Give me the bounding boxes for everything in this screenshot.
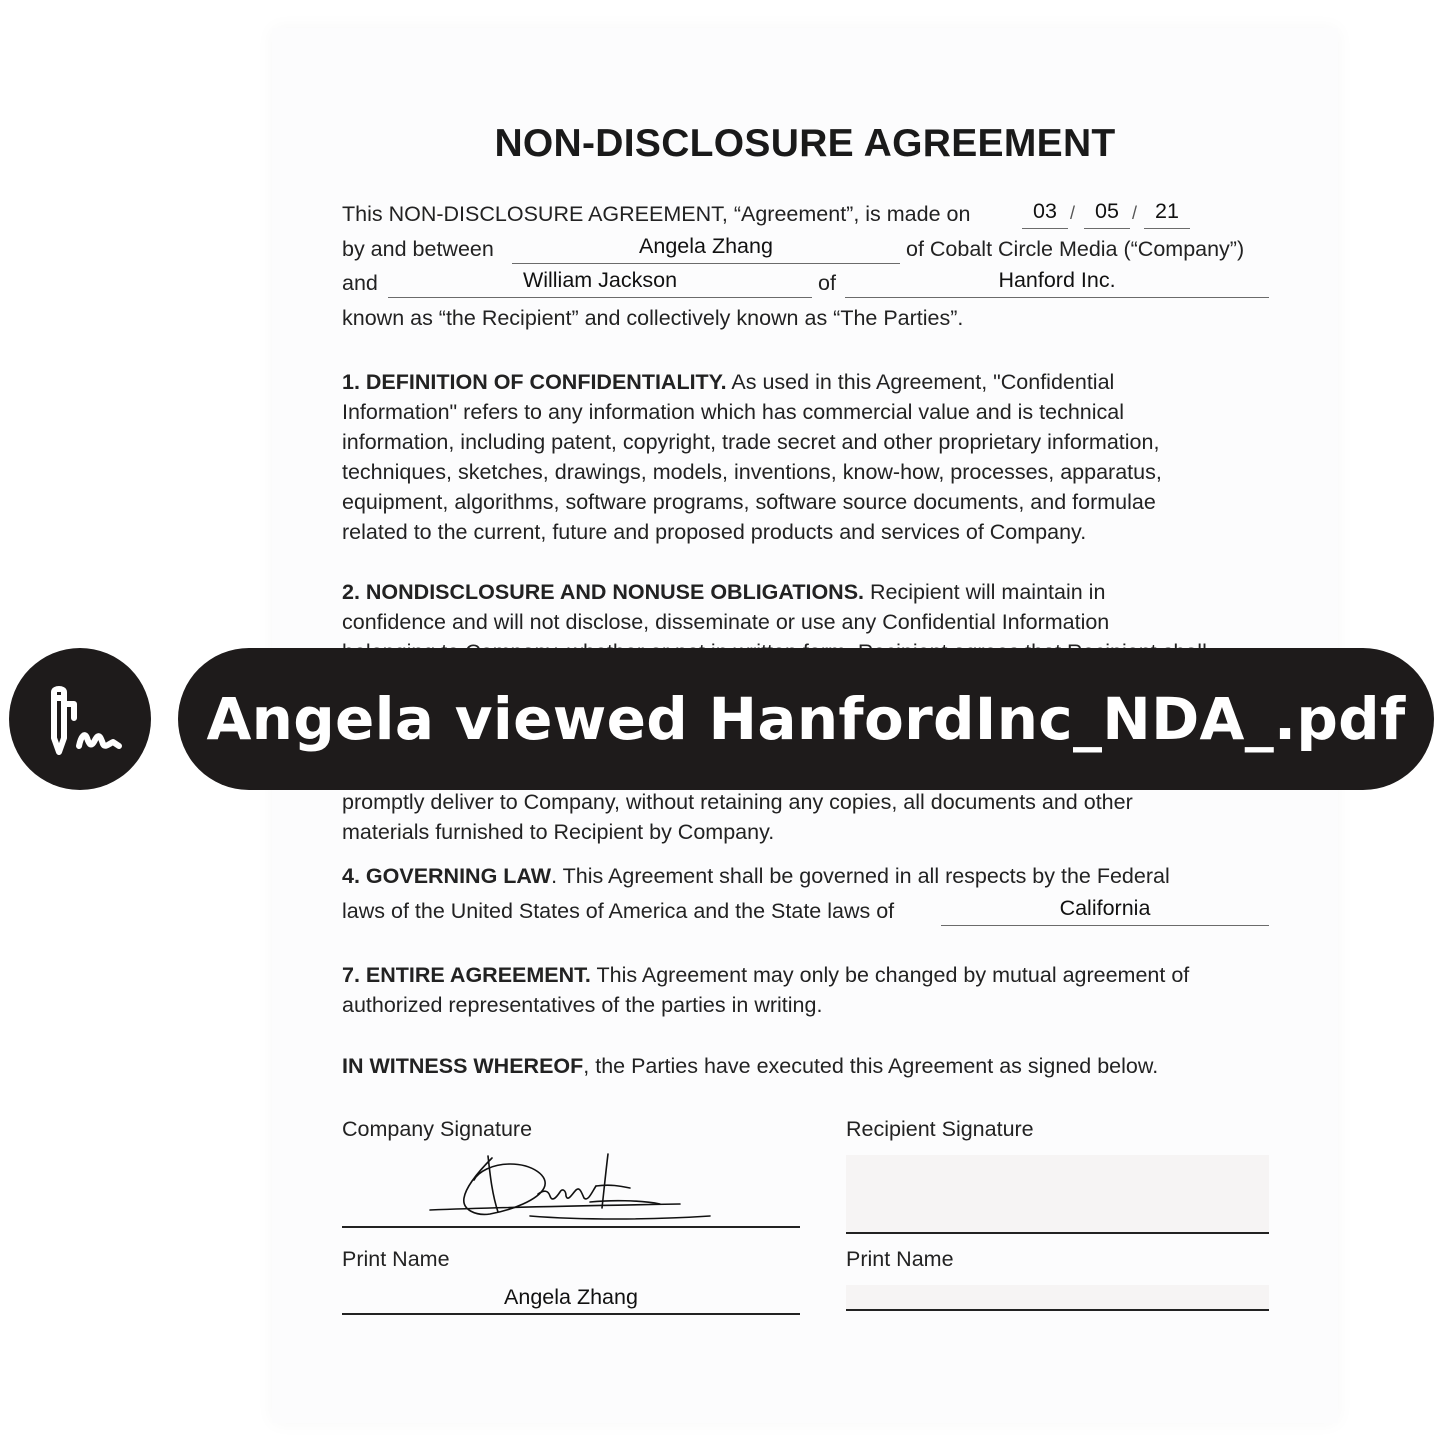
witness-heading: IN WITNESS WHEREOF — [342, 1054, 584, 1078]
company-signature-label: Company Signature — [342, 1117, 533, 1141]
document-title: NON-DISCLOSURE AGREEMENT — [494, 122, 1116, 165]
date-year-underline — [1144, 228, 1190, 229]
date-separator: / — [1070, 203, 1076, 223]
company-of-text: of Cobalt Circle Media (“Company”) — [906, 237, 1245, 261]
date-day-underline — [1084, 228, 1130, 229]
by-and-between-label: by and between — [342, 237, 494, 261]
company-signature-line — [342, 1226, 800, 1228]
date-year-field[interactable]: 21 — [1155, 199, 1179, 223]
recipient-company-field[interactable]: Hanford Inc. — [998, 268, 1116, 292]
section-3-tail — [342, 787, 1272, 847]
section-2-line: Recipient will maintain in — [864, 580, 1106, 604]
company-person-field[interactable]: Angela Zhang — [639, 234, 773, 258]
date-day-field[interactable]: 05 — [1095, 199, 1119, 223]
section-1-line: Information" refers to any information which has commercial value and is technical — [342, 400, 1124, 424]
recipient-signature-line — [846, 1232, 1269, 1234]
section-4-line1 — [342, 864, 1170, 889]
notification-text: Angela viewed HanfordInc_NDA_.pdf — [206, 685, 1406, 753]
recipient-person-field[interactable]: William Jackson — [522, 268, 678, 292]
section-7-line: authorized representatives of the parties in writing. — [342, 993, 823, 1017]
activity-notification — [178, 648, 1434, 790]
section-3-line: promptly deliver to Company, without retaining any copies, all documents and other — [342, 790, 1133, 814]
date-month-field[interactable]: 03 — [1033, 199, 1057, 223]
of-label: of — [818, 271, 836, 295]
state-underline — [941, 925, 1269, 926]
recipient-print-name-label: Print Name — [846, 1247, 954, 1271]
section-1-line: techniques, sketches, drawings, models, inventions, know-how, processes, apparatus, — [342, 460, 1162, 484]
section-1-line: related to the current, future and proposed products and services of Company. — [342, 520, 1087, 544]
recipient-print-name-line — [846, 1309, 1269, 1311]
recipient-signature-field[interactable] — [846, 1155, 1269, 1233]
section-7-heading: 7. ENTIRE AGREEMENT. — [342, 963, 591, 987]
section-7 — [342, 960, 1272, 1020]
section-2-line: confidence and will not disclose, disseminate or use any Confidential Information — [342, 610, 1110, 634]
section-1 — [342, 367, 1272, 547]
section-4-heading: 4. GOVERNING LAW — [342, 864, 552, 888]
known-as-text: known as “the Recipient” and collectively known as “The Parties”. — [342, 306, 964, 330]
intro-text: This NON-DISCLOSURE AGREEMENT, “Agreement”, is made on — [342, 202, 971, 226]
date-month-underline — [1022, 228, 1068, 229]
section-7-line: This Agreement may only be changed by mutual agreement of — [590, 963, 1190, 987]
pen-signature-icon — [9, 648, 151, 790]
witness-text: , the Parties have executed this Agreement as signed below. — [583, 1054, 1159, 1078]
section-3-line: materials furnished to Recipient by Company. — [342, 820, 775, 844]
and-label: and — [342, 271, 378, 295]
date-separator: / — [1132, 203, 1138, 223]
state-field[interactable]: California — [1059, 896, 1151, 920]
section-4-line2: laws of the United States of America and the State laws of — [342, 899, 895, 923]
witness-statement — [342, 1054, 1158, 1079]
section-1-heading: 1. DEFINITION OF CONFIDENTIALITY. — [342, 370, 727, 394]
recipient-print-name-field[interactable] — [846, 1285, 1269, 1309]
section-2-heading: 2. NONDISCLOSURE AND NONUSE OBLIGATIONS. — [342, 580, 865, 604]
company-person-underline — [512, 263, 900, 264]
recipient-company-underline — [845, 297, 1269, 298]
section-1-line: equipment, algorithms, software programs, software source documents, and formulae — [342, 490, 1156, 514]
recipient-person-underline — [388, 297, 812, 298]
section-1-line: information, including patent, copyright, trade secret and other proprietary information, — [342, 430, 1160, 454]
recipient-signature-label: Recipient Signature — [846, 1117, 1034, 1141]
company-signature-image — [420, 1150, 720, 1228]
company-print-name-label: Print Name — [342, 1247, 450, 1271]
section-1-line: As used in this Agreement, "Confidential — [726, 370, 1115, 394]
company-print-name-line — [342, 1313, 800, 1315]
section-4-text: . This Agreement shall be governed in all respects by the Federal — [551, 864, 1170, 888]
company-print-name-field[interactable]: Angela Zhang — [504, 1285, 638, 1309]
